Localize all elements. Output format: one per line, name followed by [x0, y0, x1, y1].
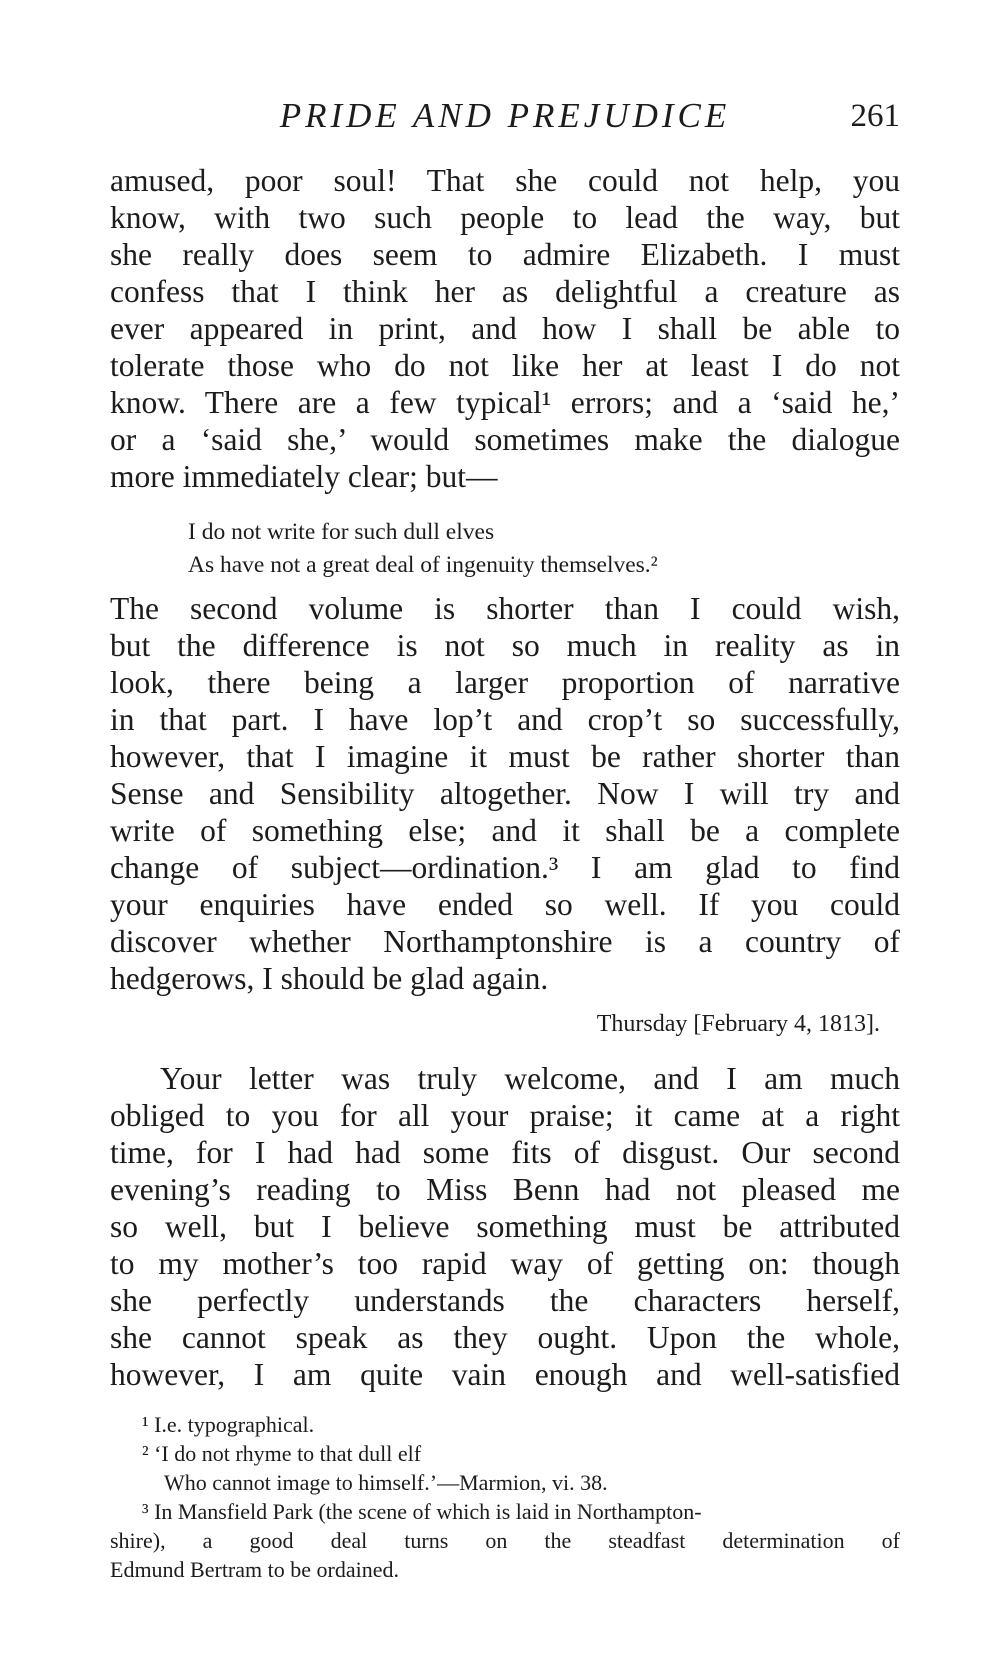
text-line: amused, poor soul! That she could not help, you: [110, 163, 900, 198]
paragraph-2: [110, 590, 900, 997]
text-line: discover whether Northamptonshire is a country of: [110, 924, 900, 959]
text-line: however, that I imagine it must be rather shorter than: [110, 739, 900, 774]
text-line: time, for I had had some fits of disgust. Our second: [110, 1135, 900, 1170]
text-line: Your letter was truly welcome, and I am much: [160, 1061, 900, 1096]
footnote-2-continued: Who cannot image to himself.’—Marmion, vi. 38.: [164, 1470, 608, 1495]
letter-dateline: Thursday [February 4, 1813].: [596, 1011, 880, 1037]
paragraph-1: [110, 162, 900, 495]
text-line: write of something else; and it shall be a complete: [110, 813, 900, 848]
text-line: she really does seem to admire Elizabeth. I must: [110, 237, 900, 272]
text-line: know. There are a few typical¹ errors; and a ‘said he,’: [110, 385, 900, 420]
text-line: confess that I think her as delightful a creature as: [110, 274, 900, 309]
footnote-2: ² ‘I do not rhyme to that dull elf: [142, 1441, 422, 1466]
text-line: obliged to you for all your praise; it came at a right: [110, 1098, 900, 1133]
text-line: more immediately clear; but—: [110, 459, 498, 494]
text-line: she cannot speak as they ought. Upon the whole,: [110, 1320, 900, 1355]
text-line: change of subject—ordination.³ I am glad to find: [110, 850, 900, 885]
text-line: or a ‘said she,’ would sometimes make the dialogue: [110, 422, 900, 457]
text-line: she perfectly understands the characters herself,: [110, 1283, 900, 1318]
running-title: PRIDE AND PREJUDICE: [279, 96, 731, 135]
text-line: however, I am quite vain enough and well-satisfied: [110, 1357, 900, 1392]
text-line: your enquiries have ended so well. If you could: [110, 887, 900, 922]
text-line: so well, but I believe something must be attributed: [110, 1209, 900, 1244]
footnote-1: ¹ I.e. typographical.: [142, 1412, 315, 1437]
text-line: in that part. I have lop’t and crop’t so successfully,: [110, 702, 900, 737]
text-line: The second volume is shorter than I could wish,: [110, 591, 900, 626]
text-line: but the difference is not so much in reality as in: [110, 628, 900, 663]
text-line: know, with two such people to lead the way, but: [110, 200, 900, 235]
verse-line: As have not a great deal of ingenuity themselves.²: [188, 552, 658, 578]
footnote-3: ³ In Mansfield Park (the scene of which is laid in Northampton-: [142, 1499, 702, 1524]
page-number: 261: [850, 98, 900, 134]
footnote-3-continued: shire), a good deal turns on the steadfast determination of: [110, 1528, 900, 1553]
text-line: look, there being a larger proportion of narrative: [110, 665, 900, 700]
text-line: hedgerows, I should be glad again.: [110, 961, 549, 996]
verse-quotation: [188, 516, 888, 582]
footnotes: [110, 1410, 900, 1584]
paragraph-3: [110, 1060, 900, 1393]
footnote-3-continued: Edmund Bertram to be ordained.: [110, 1557, 399, 1582]
verse-line: I do not write for such dull elves: [188, 519, 495, 545]
text-line: Sense and Sensibility altogether. Now I will try and: [110, 776, 900, 811]
page-header: [110, 96, 900, 140]
text-line: to my mother’s too rapid way of getting on: though: [110, 1246, 900, 1281]
text-line: evening’s reading to Miss Benn had not pleased me: [110, 1172, 900, 1207]
text-line: ever appeared in print, and how I shall be able to: [110, 311, 900, 346]
text-line: tolerate those who do not like her at least I do not: [110, 348, 900, 383]
